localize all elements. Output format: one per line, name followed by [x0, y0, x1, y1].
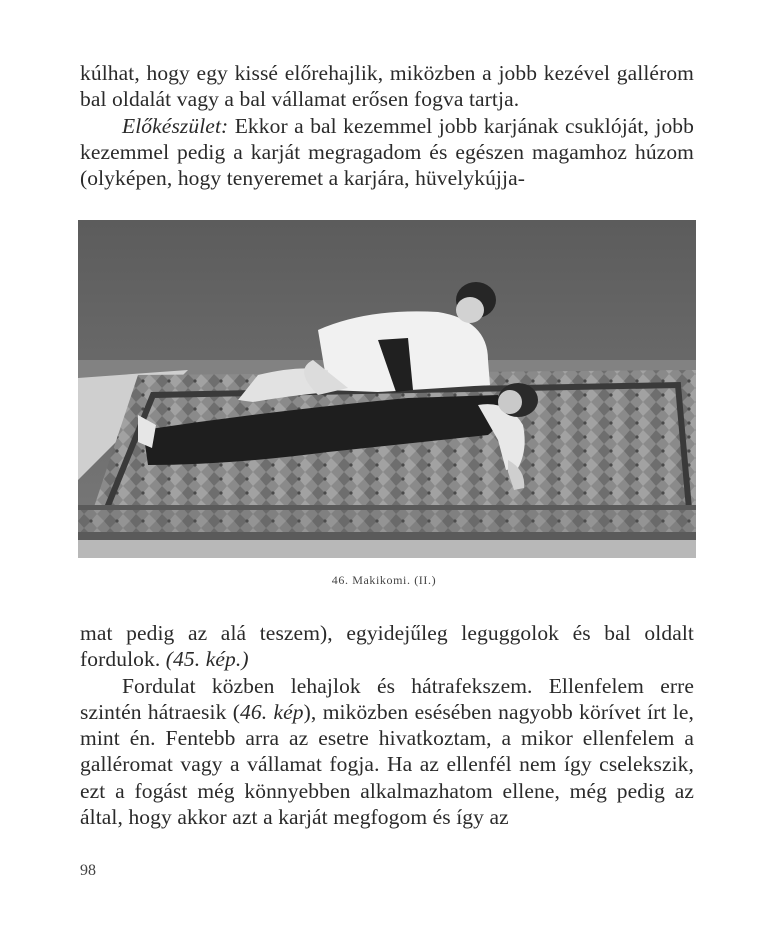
paragraph-4-text-a: Fordulat közben lehajlok és hátrafekszem. Ellenfelem erre szintén hátraesik (: [80, 673, 694, 724]
paragraph-3: [80, 620, 694, 673]
judo-photo: [78, 220, 696, 558]
paragraph-1: kúlhat, hogy egy kissé előrehajlik, miközben a jobb kezével gallérom bal oldalát vagy a bal vállamat erősen fogva tartja.: [80, 61, 694, 112]
top-text-block: [80, 60, 694, 191]
paragraph-4: [80, 673, 694, 831]
preparation-label: Előkészület:: [122, 113, 229, 138]
paragraph-3-text: mat pedig az alá teszem), egyidejűleg leguggolok és bal oldalt fordulok.: [80, 621, 694, 672]
figure-caption: 46. Makikomi. (II.): [331, 573, 437, 587]
paragraph-4-text-b: ), miközben esésében nagyobb körívet írt le, mint én. Fentebb arra az esetre hivatkoztam, a mikor ellenfelem a galléromat vagy a vállamat fogja. Ha az ellenfél nem így cselekszik, ezt a fogást még könnyebben alkalmazhatom ellene, még pedig az által, hogy akkor azt a karját megfogom és így az: [80, 699, 695, 830]
page-number: 98: [80, 862, 96, 879]
figure-ref-45: (45. kép.): [165, 647, 249, 672]
paragraph-2: [80, 113, 694, 192]
bottom-text-block: [80, 620, 694, 830]
photo-illustration: [78, 220, 696, 558]
paragraph-2-text: Ekkor a bal kezemmel jobb karjának csuklóját, jobb kezemmel pedig a karját megragadom és egészen magamhoz húzom (olyképen, hogy tenyeremet a karjára, hüvelykújja-: [80, 113, 694, 191]
figure-ref-46: 46. kép: [240, 699, 304, 724]
